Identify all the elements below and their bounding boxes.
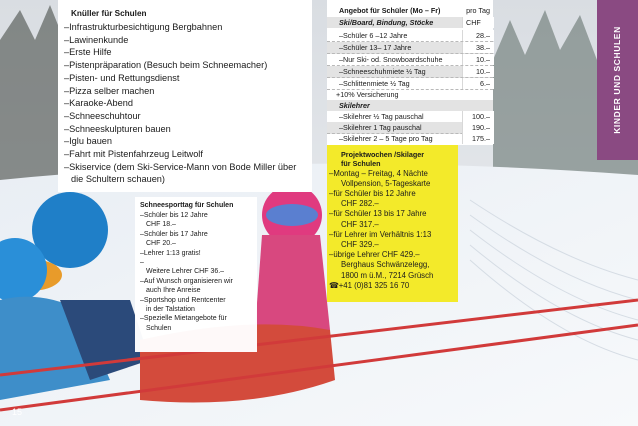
sport-line: –Lehrer 1:13 gratis!	[140, 249, 201, 257]
row-label: –Schüler 13– 17 Jahre	[339, 43, 412, 52]
list-item: –Karaoke-Abend	[64, 98, 133, 109]
row-label: –Schneeschuhmiete ½ Tag	[339, 67, 426, 76]
phone-icon: ☎	[329, 280, 339, 290]
sport-line: CHF 18.–	[146, 221, 176, 229]
sport-line: –Schüler bis 17 Jahre	[140, 230, 208, 238]
table-row	[327, 133, 493, 144]
projektwochen-title: Projektwochen /Skilager	[341, 150, 425, 159]
goggles-blue	[266, 204, 318, 226]
table-subheader-row	[327, 17, 493, 28]
table-row	[327, 42, 493, 54]
sport-line: –Schüler bis 12 Jahre	[140, 212, 208, 219]
section-tab	[597, 0, 638, 160]
list-item: –Schneeschuhtour	[64, 110, 141, 121]
section-tab-label: KINDER UND SCHULEN	[612, 26, 622, 134]
table-row	[327, 89, 493, 100]
skilehrer-subheading: Skilehrer	[339, 101, 370, 110]
page-number: 15	[12, 407, 23, 417]
row-price: 10.–	[476, 55, 490, 64]
table-row	[327, 30, 493, 42]
phone-line	[329, 281, 454, 291]
row-label: +10% Versicherung	[336, 90, 399, 99]
table-header-row	[327, 5, 493, 16]
sport-line: –Spezielle Mietangebote für	[140, 315, 227, 323]
phone-number: +41 (0)81 325 16 70	[338, 280, 410, 290]
projektwochen-panel	[327, 145, 458, 302]
sport-line: –	[140, 259, 144, 267]
rental-subheading: Ski/Board, Bindung, Stöcke	[339, 18, 434, 27]
row-price: 28.–	[476, 31, 490, 40]
list-item: –Erste Hilfe	[64, 47, 112, 58]
list-item: –Fahrt mit Pistenfahrzeug Leitwolf	[64, 149, 203, 160]
row-label: –Schüler 6 –12 Jahre	[339, 31, 408, 40]
sport-line: Weitere Lehrer CHF 36.–	[146, 268, 225, 276]
projekt-line: –für Schüler 13 bis 17 Jahre	[329, 209, 427, 219]
projekt-line: –für Schüler bis 12 Jahre	[329, 189, 416, 198]
list-item: –Infrastrukturbesichtigung Bergbahnen	[64, 22, 223, 32]
row-price: 6.–	[480, 79, 490, 88]
row-label: –Skilehrer 1 Tag pauschal	[339, 123, 422, 132]
list-item: –Lawinenkunde	[64, 34, 129, 45]
knueller-title: Knüller für Schulen	[71, 9, 147, 18]
row-price: 175.–	[472, 134, 490, 143]
projekt-line: –Montag – Freitag, 4 Nächte	[329, 168, 428, 178]
row-price: 190.–	[472, 123, 490, 132]
currency-label: CHF	[466, 18, 481, 27]
projekt-line: –übrige Lehrer CHF 429.–	[329, 250, 420, 260]
schneesporttag-panel	[135, 197, 257, 352]
list-item: –Pistenpräparation (Besuch beim Schneemacher)	[64, 60, 268, 71]
list-item: –Skiservice (dem Ski-Service-Mann von Bode Miller über	[64, 161, 297, 172]
schneesporttag-title: Schneesporttag für Schulen	[140, 202, 234, 209]
projekt-line: –für Lehrer im Verhältnis 1:13	[329, 229, 432, 239]
child-jacket-pink	[255, 235, 330, 330]
list-item-continuation: die Schultern schauen)	[71, 174, 165, 185]
list-item: –Schneeskulpturen bauen	[64, 123, 171, 134]
table-row	[327, 66, 493, 78]
projekt-line: Berghaus Schwänzelegg,	[341, 260, 430, 270]
projekt-line: 1800 m ü.M., 7214 Grüsch	[341, 270, 434, 280]
projekt-line: Vollpension, 5-Tageskarte	[341, 178, 431, 188]
table-row	[327, 54, 493, 66]
projekt-line: CHF 282.–	[341, 199, 379, 209]
trees-left	[0, 5, 60, 200]
sport-line: auch Ihre Anreise	[146, 287, 201, 295]
sport-line: –Auf Wunsch organisieren wir	[140, 277, 233, 285]
per-day-label: pro Tag	[466, 6, 490, 15]
list-item: –Pisten- und Rettungsdienst	[64, 72, 180, 83]
row-price: 10.–	[476, 67, 490, 76]
projektwochen-subtitle: für Schulen	[341, 159, 381, 169]
projekt-line: CHF 317.–	[341, 219, 379, 229]
row-label: –Schlittenmiete ½ Tag	[339, 79, 410, 88]
knueller-panel	[58, 0, 312, 192]
sport-line: –Sportshop und Rentcenter	[140, 296, 226, 304]
list-item: –Iglu bauen	[64, 136, 113, 147]
row-label: –Nur Ski- od. Snowboardschuhe	[339, 55, 443, 64]
list-item: –Pizza selber machen	[64, 85, 155, 96]
angebot-title: Angebot für Schüler (Mo – Fr)	[339, 6, 441, 15]
projekt-line: CHF 329.–	[341, 240, 379, 250]
table-subheader-row	[327, 100, 493, 111]
row-price: 38.–	[476, 43, 490, 52]
row-label: –Skilehrer ½ Tag pauschal	[339, 112, 424, 121]
row-label: –Skilehrer 2 – 5 Tage pro Tag	[339, 134, 433, 143]
row-price: 100.–	[472, 112, 490, 121]
angebot-table	[327, 0, 493, 145]
sport-line: in der Talstation	[146, 306, 195, 314]
sport-line: Schulen	[146, 324, 172, 332]
sport-line: CHF 20.–	[146, 240, 176, 248]
